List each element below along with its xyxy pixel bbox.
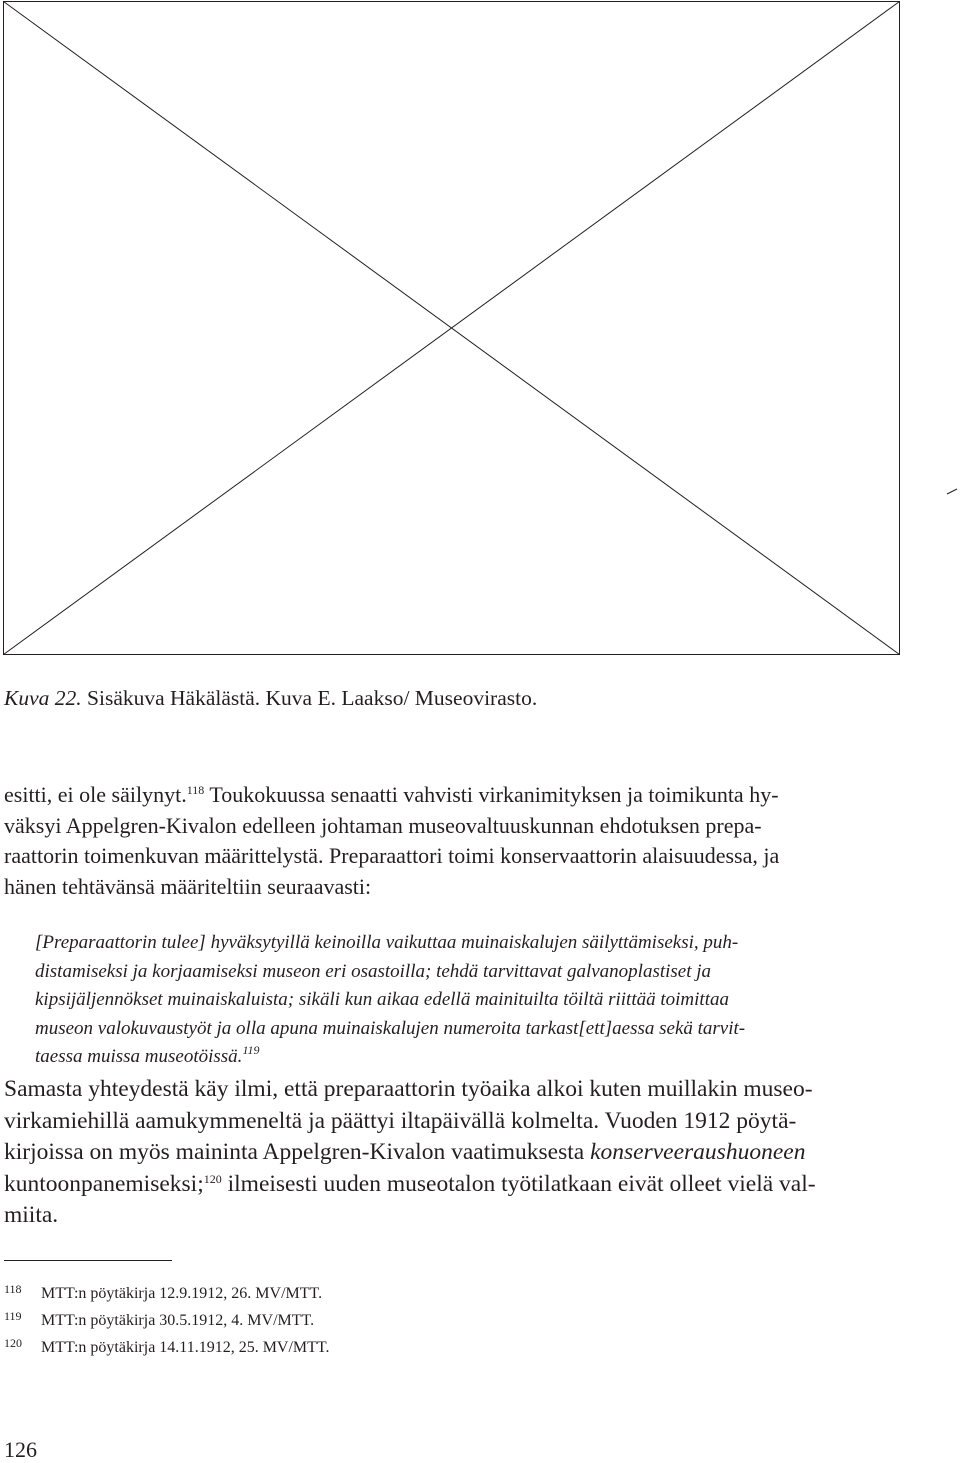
block-quote <box>35 929 745 1072</box>
footnote-ref-119: 119 <box>242 1043 260 1057</box>
text-segment: taessa muissa museotöissä. <box>35 1046 243 1067</box>
text-line: väksyi Appelgren-Kivalon edelleen johtaman museovaltuuskunnan ehdotuksen prepa- <box>4 812 762 838</box>
footnote-ref-118: 118 <box>186 783 205 797</box>
quote-line <box>35 1043 745 1072</box>
text-line: miita. <box>4 1202 59 1228</box>
body-paragraph-2 <box>4 1074 816 1232</box>
text-line: Samasta yhteydestä käy ilmi, että preparaattorin työaika alkoi kuten muillakin museo- <box>4 1076 813 1102</box>
footnote-text: MTT:n pöytäkirja 12.9.1912, 26. MV/MTT. <box>41 1285 323 1302</box>
text-segment: kuntoonpanemiseksi; <box>4 1170 204 1197</box>
caption-label: Kuva 22. <box>4 686 82 710</box>
caption-text: Sisäkuva Häkälästä. Kuva E. Laakso/ Museovirasto. <box>81 686 538 710</box>
text-line <box>4 780 779 811</box>
quote-line: [Preparaattorin tulee] hyväksytyillä keinoilla vaikuttaa muinaiskalujen säilyttämiseksi, puh- <box>35 932 739 953</box>
footnote-number: 118 <box>4 1282 22 1296</box>
text-segment: ilmeisesti uuden museotalon työtilatkaan eivät olleet vielä val- <box>221 1170 816 1197</box>
text-segment: kirjoissa on myös maininta Appelgren-Kivalon vaatimuksesta <box>4 1139 591 1165</box>
footnote-number: 119 <box>4 1309 22 1323</box>
quote-line: kipsijäljennökset muinaiskaluista; sikäli kun aikaa edellä mainituilta töiltä riittää toimittaa <box>35 989 729 1010</box>
quote-line: distamiseksi ja korjaamiseksi museon eri osastoilla; tehdä tarvittavat galvanoplastiset ja <box>35 960 712 982</box>
footnote-number: 120 <box>4 1336 22 1350</box>
text-segment: esitti, ei ole säilynyt. <box>4 782 187 807</box>
text-line: virkamiehillä aamukymmeneltä ja päättyi iltapäivällä kolmelta. Vuoden 1912 pöytä- <box>4 1107 797 1134</box>
text-line <box>4 1169 816 1201</box>
text-segment: Toukokuussa senaatti vahvisti virkanimityksen ja toimikunta hy- <box>204 782 779 807</box>
footnote-text: MTT:n pöytäkirja 14.11.1912, 25. MV/MTT. <box>41 1339 330 1356</box>
text-line <box>4 1137 816 1169</box>
quote-line: museon valokuvaustyöt ja olla apuna muinaiskalujen numeroita tarkast[ett]aessa sekä tarvit- <box>35 1017 746 1039</box>
emphasis-term: konserveeraushuoneen <box>590 1139 806 1165</box>
footnote-divider <box>4 1260 172 1261</box>
text-line: raattorin toimenkuvan määrittelystä. Preparaattori toimi konservaattorin alaisuudessa, ja <box>4 843 780 868</box>
page-number: 126 <box>4 1437 37 1462</box>
footnote-ref-120: 120 <box>203 1171 222 1186</box>
image-placeholder <box>3 1 900 655</box>
text-line: hänen tehtävänsä määriteltiin seuraavasti: <box>4 873 372 899</box>
figure-caption <box>4 683 537 713</box>
crop-mark <box>946 487 958 495</box>
body-paragraph-1 <box>4 780 779 902</box>
footnote-text: MTT:n pöytäkirja 30.5.1912, 4. MV/MTT. <box>41 1312 315 1329</box>
